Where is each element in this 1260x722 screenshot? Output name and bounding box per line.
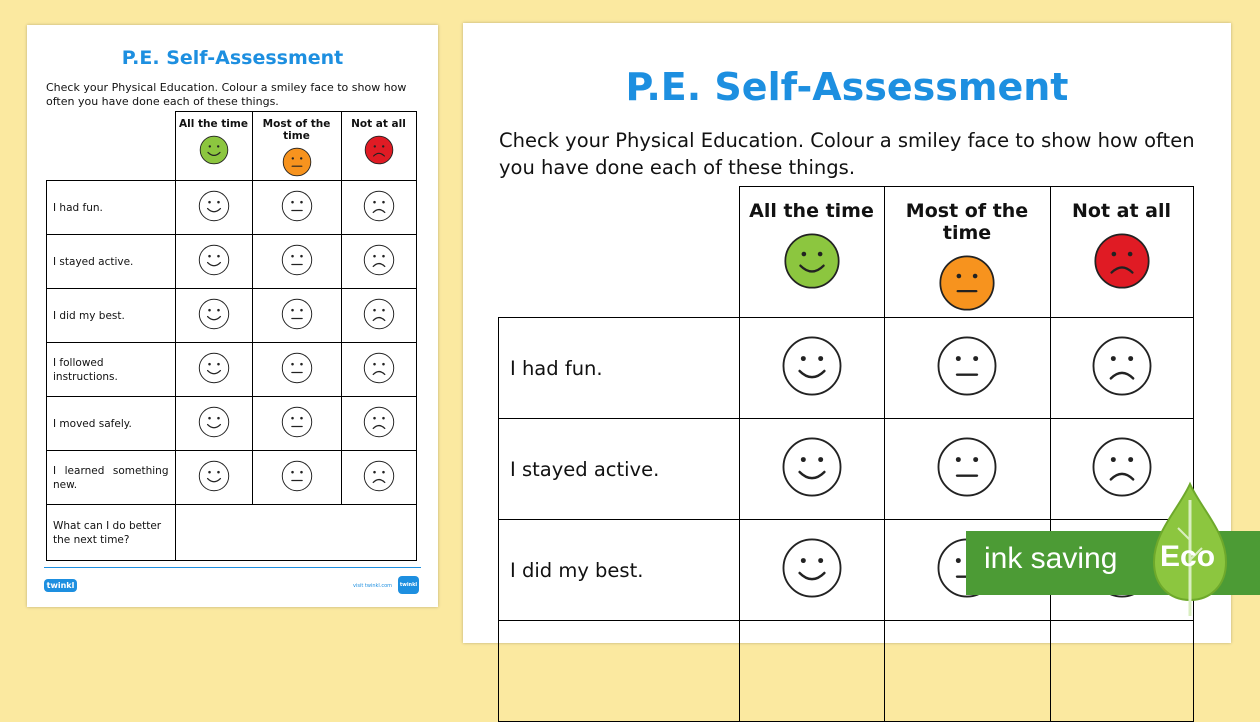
thumbnail-title: P.E. Self-Assessment [121,47,344,69]
neutral-face-icon[interactable] [281,190,313,226]
happy-face-icon[interactable] [198,406,230,442]
header-not-at-all [341,112,416,181]
neutral-face-icon[interactable] [281,352,313,388]
visit-link-text: visit twinkl.com [353,583,393,589]
thumbnail-page [27,25,438,607]
green-happy-face-icon [783,232,841,295]
twinkl-logo: twinkl [44,579,77,592]
row-label: I did my best. [499,520,740,621]
row-label [499,621,740,722]
thumbnail-footer [44,561,421,607]
header-not-at-all [1050,187,1193,318]
column-label: Most of the time [262,118,331,142]
happy-face-icon[interactable] [198,190,230,226]
header-most-of-the-time [884,187,1050,318]
header-blank-cell [47,112,176,181]
page-title: P.E. Self-Assessment [625,65,1069,109]
sad-face-icon[interactable] [1091,436,1153,502]
header-blank-cell [499,187,740,318]
thumbnail-instructions: Check your Physical Education. Colour a smiley face to show how often you have done each of these things. [46,81,407,108]
sad-face-icon[interactable] [363,352,395,388]
sad-face-icon[interactable] [363,244,395,280]
happy-face-icon[interactable] [198,244,230,280]
sad-face-icon[interactable] [363,460,395,496]
happy-face-icon[interactable] [781,436,843,502]
sad-face-icon[interactable] [363,190,395,226]
row-label: I had fun. [499,318,740,419]
row-label: I learned something new. [47,451,176,505]
row-label: I had fun. [47,181,176,235]
row-label: I followed instructions. [47,343,176,397]
happy-face-icon[interactable] [198,460,230,496]
red-sad-face-icon [1093,232,1151,295]
neutral-face-icon[interactable] [281,406,313,442]
happy-face-icon[interactable] [198,352,230,388]
orange-neutral-face-icon [938,254,996,317]
header-most-of-the-time [252,112,341,181]
column-label: Not at all [351,118,406,130]
ink-saving-label: ink saving [984,542,1118,575]
final-answer-area[interactable] [175,505,416,561]
neutral-face-icon[interactable] [281,460,313,496]
happy-face-icon[interactable] [781,537,843,603]
column-label: All the time [179,118,248,130]
eco-label: Eco [1160,540,1216,573]
row-label: I moved safely. [47,397,176,451]
sad-face-icon[interactable] [363,298,395,334]
thumbnail-assessment-table [46,111,417,561]
header-all-the-time [739,187,884,318]
row-label: I did my best. [47,289,176,343]
column-label: Most of the time [905,200,1029,244]
happy-face-icon[interactable] [198,298,230,334]
assessment-table [498,186,1194,722]
neutral-face-icon[interactable] [936,335,998,401]
happy-face-icon[interactable] [781,335,843,401]
twinkl-badge-icon: twinkl [398,576,419,594]
sad-face-icon[interactable] [363,406,395,442]
header-all-the-time [175,112,252,181]
row-label: I stayed active. [499,419,740,520]
column-label: Not at all [1071,200,1172,222]
neutral-face-icon[interactable] [936,436,998,502]
neutral-face-icon[interactable] [281,244,313,280]
neutral-face-icon[interactable] [281,298,313,334]
sad-face-icon[interactable] [1091,335,1153,401]
footer-divider [44,567,421,568]
eco-leaf-icon [1150,480,1230,624]
row-label: I stayed active. [47,235,176,289]
green-happy-face-icon [199,135,229,168]
instructions-text: Check your Physical Education. Colour a smiley face to show how often you have done each of these things. [499,129,1195,179]
orange-neutral-face-icon [282,147,312,180]
red-sad-face-icon [364,135,394,168]
column-label: All the time [749,200,874,222]
final-question-label: What can I do better the next time? [47,505,176,561]
